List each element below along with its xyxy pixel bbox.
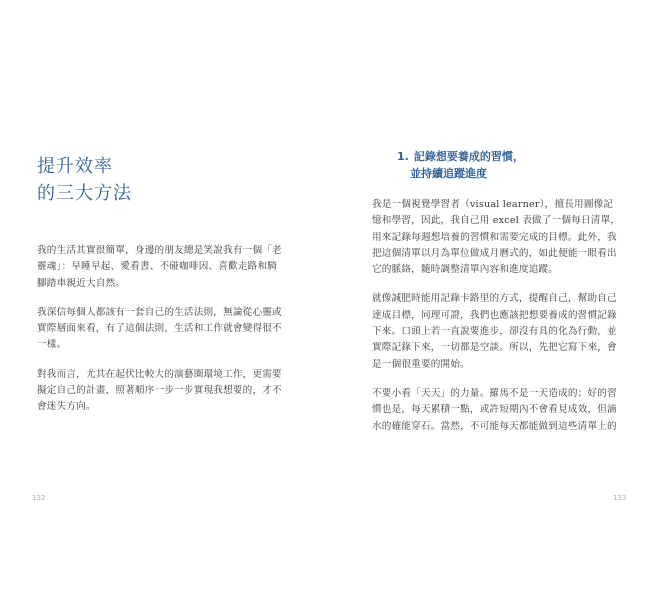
page-number-right: 133	[613, 494, 627, 502]
text-line: 是一個很重要的開始。	[372, 358, 470, 370]
text-line: 一樣。	[37, 339, 67, 351]
paragraph	[372, 197, 620, 278]
text-line: 達成目標，同理可證，我們也應該把想要養成的習慣記錄	[372, 309, 617, 321]
section-title-line2: 並持續追蹤進度	[410, 167, 487, 180]
page-number-left: 132	[32, 494, 46, 502]
text-line: 擬定自己的計畫，照著順序一步一步實現我想要的，才不	[37, 385, 282, 397]
text-line: 實際記錄下來，一切都是空談。所以，先把它寫下來，會	[372, 342, 617, 354]
text-line: 我的生活其實很簡單，身邊的朋友總是笑說我有一個「老	[37, 245, 282, 256]
text-line: 對我而言，尤其在起伏比較大的演藝圈環境工作，更需要	[37, 368, 282, 380]
text-line: 實際層面來看，有了這個法則，生活和工作就會變得很不	[37, 323, 282, 335]
paragraph	[37, 367, 282, 416]
text-line: 腳踏車親近大自然。	[37, 277, 126, 289]
text-line: 水的確能穿石。當然，不可能每天都能做到這些清單上的	[372, 420, 617, 432]
text-line: 把這個清單以月為單位做成月曆式的，如此便能一眼看出	[372, 247, 617, 259]
text-line: 憶和學習，因此，我自己用 excel 表做了一個每日清單，	[372, 215, 621, 227]
right-body-text	[372, 197, 620, 448]
text-line: 不要小看「天天」的力量。羅馬不是一天造成的；好的習	[372, 387, 617, 399]
chapter-title	[37, 153, 132, 207]
left-page	[0, 0, 327, 609]
left-body-text	[37, 243, 282, 429]
section-heading	[397, 148, 524, 182]
text-line: 會迷失方向。	[37, 401, 96, 413]
text-line: 我是一個視覺學習者（visual learner），擅長用圖像記	[372, 199, 614, 210]
text-line: 靈魂」：早睡早起、愛看書、不碰咖啡因、喜歡走路和騎	[37, 261, 278, 273]
chapter-title-line1: 提升效率	[37, 156, 113, 177]
paragraph	[372, 386, 620, 435]
section-number: 1.	[397, 150, 409, 163]
section-title-line1: 記錄想要養成的習慣，	[413, 150, 524, 163]
text-line: 就像誠肥時能用記錄卡路里的方式，提醒自己，幫助自己	[372, 293, 617, 305]
text-line: 下來。口頭上若一直說要進步，卻沒有具的化為行動，並	[372, 326, 617, 338]
text-line: 它的脈絡，隨時調整清單內容和進度追蹤。	[372, 264, 559, 276]
text-line: 我深信每個人都該有一套自己的生活法則，無論從心靈或	[37, 306, 282, 318]
paragraph	[372, 291, 620, 372]
chapter-title-line2: 的三大方法	[37, 183, 132, 204]
text-line: 用來記錄每週想培養的習慣和需要完成的目標。此外，我	[372, 231, 617, 243]
right-page	[328, 0, 655, 609]
text-line: 慣也是，每天累積一點，或許短期內不會看見成效，但滴	[372, 404, 617, 416]
paragraph	[37, 305, 282, 354]
paragraph	[37, 243, 282, 292]
